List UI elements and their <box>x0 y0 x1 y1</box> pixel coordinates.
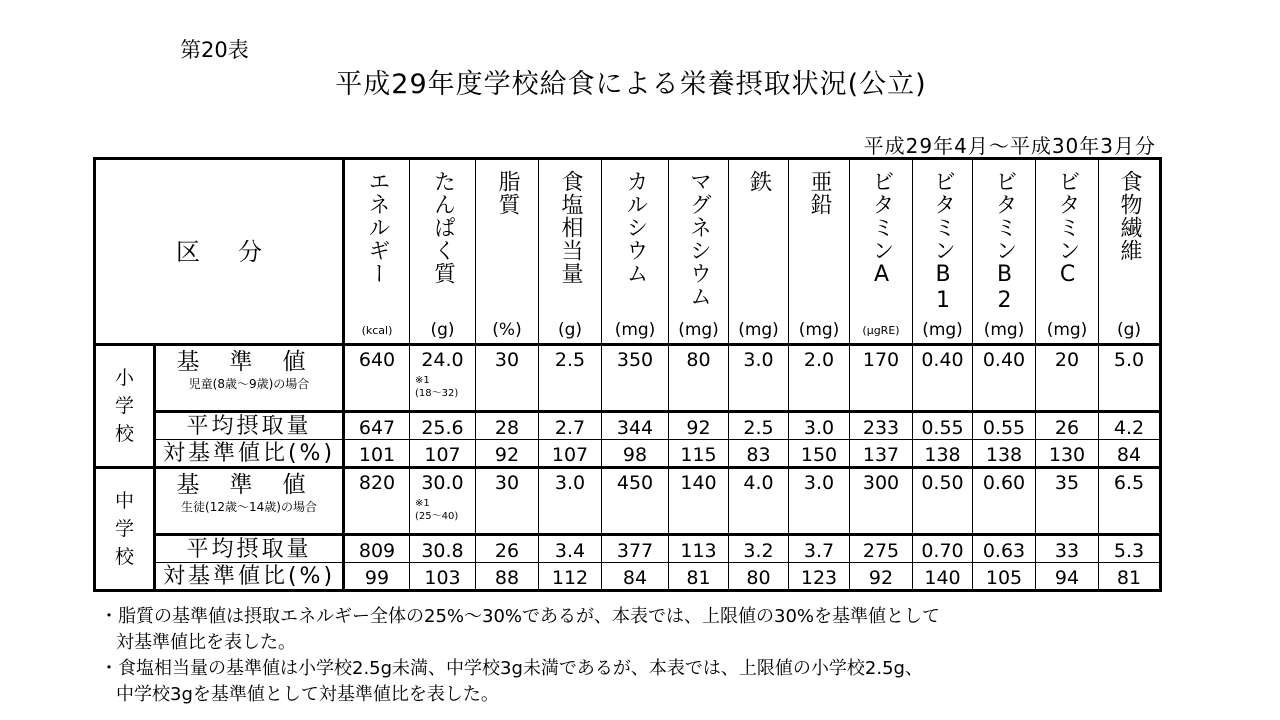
value: 2.0 <box>803 349 835 371</box>
value-cell <box>539 535 602 563</box>
value-cell <box>476 535 539 563</box>
value: 113 <box>680 540 717 562</box>
basis-row <box>95 468 1161 535</box>
value: 123 <box>800 567 838 589</box>
footnote-fat: ・脂質の基準値は摂取エネルギー全体の25%～30%であるが、本表では、上限値の30%を基準値として <box>100 606 941 627</box>
column-header <box>850 159 913 345</box>
value-cell <box>410 468 476 535</box>
value: 2.5 <box>743 417 774 439</box>
value-cell <box>539 412 602 440</box>
value: 25.6 <box>421 417 464 439</box>
value-cell <box>344 412 410 440</box>
value: 820 <box>358 472 396 494</box>
value: 33 <box>1054 540 1080 562</box>
value-cell <box>410 535 476 563</box>
school-label <box>95 468 155 591</box>
value: 3.0 <box>554 472 586 494</box>
column-header <box>1099 159 1161 345</box>
value-cell <box>789 468 850 535</box>
value: 647 <box>358 417 396 439</box>
value-cell <box>1036 468 1099 535</box>
value-cell <box>789 412 850 440</box>
column-header <box>539 159 602 345</box>
basis-label: 基準値 <box>176 472 336 498</box>
value: 0.40 <box>921 349 964 371</box>
value-cell <box>344 535 410 563</box>
value-cell <box>602 345 669 412</box>
column-header <box>729 159 789 345</box>
footnote-salt-cont: 中学校3gを基準値として対基準値比を表した。 <box>116 684 499 705</box>
value-cell <box>539 345 602 412</box>
value-cell <box>669 468 729 535</box>
value-cell <box>669 412 729 440</box>
value-cell <box>669 535 729 563</box>
column-name: ビタミンA <box>869 170 894 288</box>
value: 81 <box>686 567 711 589</box>
value: 26 <box>1054 417 1080 439</box>
value-cell <box>476 563 539 591</box>
value-cell <box>973 535 1036 563</box>
value: 112 <box>551 567 589 589</box>
value: 0.63 <box>982 540 1026 562</box>
ratio-label: 対基準値比(%) <box>162 564 336 589</box>
row-label <box>155 412 344 440</box>
value-cell <box>850 535 913 563</box>
protein-note: ※1 <box>415 375 430 386</box>
column-name: カルシウム <box>623 170 648 285</box>
value-cell <box>729 563 789 591</box>
kubun-label: 区分 <box>176 237 300 266</box>
page-title: 平成29年度学校給食による栄養摂取状況(公立) <box>335 69 927 100</box>
value-cell <box>476 345 539 412</box>
value: 94 <box>1054 567 1080 589</box>
value-cell <box>410 412 476 440</box>
column-header <box>913 159 973 345</box>
column-name: たんぱく質 <box>430 170 456 285</box>
value: 2.5 <box>554 349 586 371</box>
value-cell <box>1036 535 1099 563</box>
kubun-header <box>95 159 344 345</box>
value: 83 <box>746 444 771 466</box>
value-cell <box>789 535 850 563</box>
nutrition-table <box>93 157 1162 592</box>
value-cell <box>729 345 789 412</box>
column-unit: (mg) <box>738 320 779 340</box>
value: 0.55 <box>982 417 1026 439</box>
value: 98 <box>622 444 648 466</box>
average-intake-label: 平均摂取量 <box>186 537 312 562</box>
value-cell <box>669 563 729 591</box>
value: 130 <box>1048 444 1086 466</box>
value-cell <box>344 563 410 591</box>
value-cell <box>476 468 539 535</box>
row-label <box>155 563 344 591</box>
value-cell <box>344 345 410 412</box>
value: 80 <box>746 567 771 589</box>
value-cell <box>913 440 973 468</box>
value-cell <box>476 440 539 468</box>
value-cell <box>1036 412 1099 440</box>
period-label: 平成29年4月～平成30年3月分 <box>863 134 1156 158</box>
value: 3.4 <box>554 540 586 562</box>
column-header <box>344 159 410 345</box>
ratio-row <box>95 563 1161 591</box>
value: 88 <box>494 567 520 589</box>
basis-row <box>95 345 1161 412</box>
school-char: 小 <box>114 367 134 389</box>
value-cell <box>344 440 410 468</box>
value: 30 <box>494 472 520 494</box>
column-unit: (mg) <box>922 320 963 340</box>
value-cell <box>973 412 1036 440</box>
value: 300 <box>862 472 900 494</box>
value: 115 <box>680 444 717 466</box>
value-cell <box>1099 468 1161 535</box>
row-label <box>155 535 344 563</box>
value: 84 <box>1116 444 1142 466</box>
value-cell <box>602 440 669 468</box>
value: 150 <box>800 444 838 466</box>
school-char: 学 <box>114 518 134 540</box>
school-label <box>95 345 155 468</box>
value: 138 <box>924 444 961 466</box>
value-cell <box>669 345 729 412</box>
value: 99 <box>364 567 390 589</box>
ratio-row <box>95 440 1161 468</box>
value-cell <box>729 440 789 468</box>
column-unit: (mg) <box>614 320 656 340</box>
column-header <box>973 159 1036 345</box>
value-cell <box>602 535 669 563</box>
row-label <box>155 345 344 412</box>
value-cell <box>476 412 539 440</box>
value: 275 <box>862 540 900 562</box>
value: 5.0 <box>1113 349 1145 371</box>
value: 35 <box>1054 472 1080 494</box>
column-name: マグネシウム <box>686 170 712 308</box>
protein-range: (18～32) <box>415 388 459 399</box>
value-cell <box>729 412 789 440</box>
row-label <box>155 468 344 535</box>
value: 4.0 <box>743 472 774 494</box>
value-cell <box>850 563 913 591</box>
value-cell <box>344 468 410 535</box>
value: 640 <box>358 349 396 371</box>
column-unit: (%) <box>492 320 522 340</box>
value: 3.0 <box>803 417 835 439</box>
value-cell <box>973 345 1036 412</box>
column-unit: (kcal) <box>361 324 393 337</box>
value: 377 <box>616 540 654 562</box>
value: 350 <box>616 349 654 371</box>
value-cell <box>729 468 789 535</box>
value: 0.55 <box>921 417 964 439</box>
value: 103 <box>424 567 461 589</box>
value: 137 <box>862 444 900 466</box>
value-cell <box>789 563 850 591</box>
value: 30.0 <box>421 472 464 494</box>
value: 26 <box>494 540 520 562</box>
value-cell <box>729 535 789 563</box>
table-number: 第20表 <box>180 38 249 62</box>
value: 5.3 <box>1113 540 1145 562</box>
column-unit: (g) <box>557 320 583 340</box>
column-name: 鉄 <box>746 170 772 193</box>
value-cell <box>973 468 1036 535</box>
value: 2.7 <box>554 417 586 439</box>
value: 92 <box>686 417 711 439</box>
value: 20 <box>1054 349 1080 371</box>
value: 3.0 <box>803 472 835 494</box>
value-cell <box>410 563 476 591</box>
value-cell <box>1099 345 1161 412</box>
average-intake-row <box>95 412 1161 440</box>
school-char: 中 <box>114 490 134 512</box>
column-unit: (mg) <box>798 320 840 340</box>
column-name: ビタミンB2 <box>992 170 1017 314</box>
basis-sublabel: 生徒(12歳～14歳)の場合 <box>181 500 317 514</box>
value-cell <box>850 345 913 412</box>
value: 92 <box>494 444 520 466</box>
value: 28 <box>494 417 520 439</box>
school-char: 校 <box>114 546 134 568</box>
column-name: 脂質 <box>495 170 520 216</box>
average-intake-label: 平均摂取量 <box>186 414 312 439</box>
basis-sublabel: 児童(8歳～9歳)の場合 <box>188 377 310 391</box>
value-cell <box>539 468 602 535</box>
column-name: 亜鉛 <box>807 170 832 216</box>
value-cell <box>410 345 476 412</box>
value-cell <box>1099 563 1161 591</box>
value-cell <box>539 563 602 591</box>
value: 3.7 <box>803 540 835 562</box>
value-cell <box>913 468 973 535</box>
value: 0.70 <box>921 540 964 562</box>
value-cell <box>602 563 669 591</box>
value: 3.0 <box>743 349 774 371</box>
school-char: 校 <box>114 423 134 445</box>
value-cell <box>1036 345 1099 412</box>
column-name: ビタミンC <box>1055 170 1080 288</box>
value: 0.50 <box>921 472 964 494</box>
column-header <box>476 159 539 345</box>
value-cell <box>973 440 1036 468</box>
column-header <box>789 159 850 345</box>
value: 233 <box>862 417 900 439</box>
value-cell <box>850 440 913 468</box>
value-cell <box>1099 412 1161 440</box>
column-header <box>602 159 669 345</box>
value-cell <box>1099 440 1161 468</box>
footnotes <box>100 604 940 708</box>
school-char: 学 <box>114 395 134 417</box>
protein-note: ※1 <box>415 498 430 509</box>
value: 138 <box>985 444 1023 466</box>
footnote-salt: ・食塩相当量の基準値は小学校2.5g未満、中学校3g未満であるが、本表では、上限値の小学校2.5g、 <box>100 658 923 679</box>
value: 84 <box>622 567 648 589</box>
value: 344 <box>616 417 654 439</box>
value-cell <box>410 440 476 468</box>
value-cell <box>602 412 669 440</box>
footnote-fat-cont: 対基準値比を表した。 <box>116 632 296 653</box>
value-cell <box>539 440 602 468</box>
value-cell <box>1036 563 1099 591</box>
column-unit: (g) <box>430 320 455 340</box>
value: 6.5 <box>1113 472 1145 494</box>
value: 105 <box>985 567 1023 589</box>
value-cell <box>913 535 973 563</box>
value: 140 <box>680 472 717 494</box>
value-cell <box>913 412 973 440</box>
column-name: ビタミンB1 <box>930 170 956 314</box>
column-header <box>410 159 476 345</box>
value-cell <box>1036 440 1099 468</box>
column-header <box>669 159 729 345</box>
value-cell <box>850 412 913 440</box>
value-cell <box>913 563 973 591</box>
value: 92 <box>868 567 894 589</box>
basis-label: 基準値 <box>176 349 336 375</box>
column-unit: (mg) <box>1046 320 1088 340</box>
column-name: 食塩相当量 <box>558 170 583 285</box>
value: 107 <box>424 444 461 466</box>
value: 3.2 <box>743 540 774 562</box>
value: 450 <box>616 472 654 494</box>
value-cell <box>669 440 729 468</box>
column-header <box>1036 159 1099 345</box>
column-unit: (μgRE) <box>862 324 900 337</box>
row-label <box>155 440 344 468</box>
ratio-label: 対基準値比(%) <box>162 441 336 466</box>
value: 0.60 <box>982 472 1026 494</box>
value-cell <box>789 345 850 412</box>
value: 24.0 <box>421 349 464 371</box>
value-cell <box>913 345 973 412</box>
value: 30 <box>494 349 520 371</box>
column-unit: (g) <box>1116 320 1142 340</box>
value: 4.2 <box>1113 417 1145 439</box>
protein-range: (25～40) <box>415 511 459 522</box>
value-cell <box>973 563 1036 591</box>
value: 30.8 <box>421 540 464 562</box>
column-name: 食物繊維 <box>1117 170 1142 262</box>
value-cell <box>602 468 669 535</box>
value: 0.40 <box>982 349 1026 371</box>
value: 170 <box>862 349 900 371</box>
value-cell <box>1099 535 1161 563</box>
column-name: エネルギー <box>365 170 390 285</box>
value-cell <box>789 440 850 468</box>
value: 101 <box>358 444 396 466</box>
value: 81 <box>1116 567 1142 589</box>
column-unit: (mg) <box>678 320 719 340</box>
column-unit: (mg) <box>983 320 1025 340</box>
average-intake-row <box>95 535 1161 563</box>
value: 80 <box>686 349 711 371</box>
header-row <box>95 159 1161 345</box>
value-cell <box>850 468 913 535</box>
value: 107 <box>551 444 589 466</box>
value: 140 <box>924 567 961 589</box>
value: 809 <box>358 540 396 562</box>
